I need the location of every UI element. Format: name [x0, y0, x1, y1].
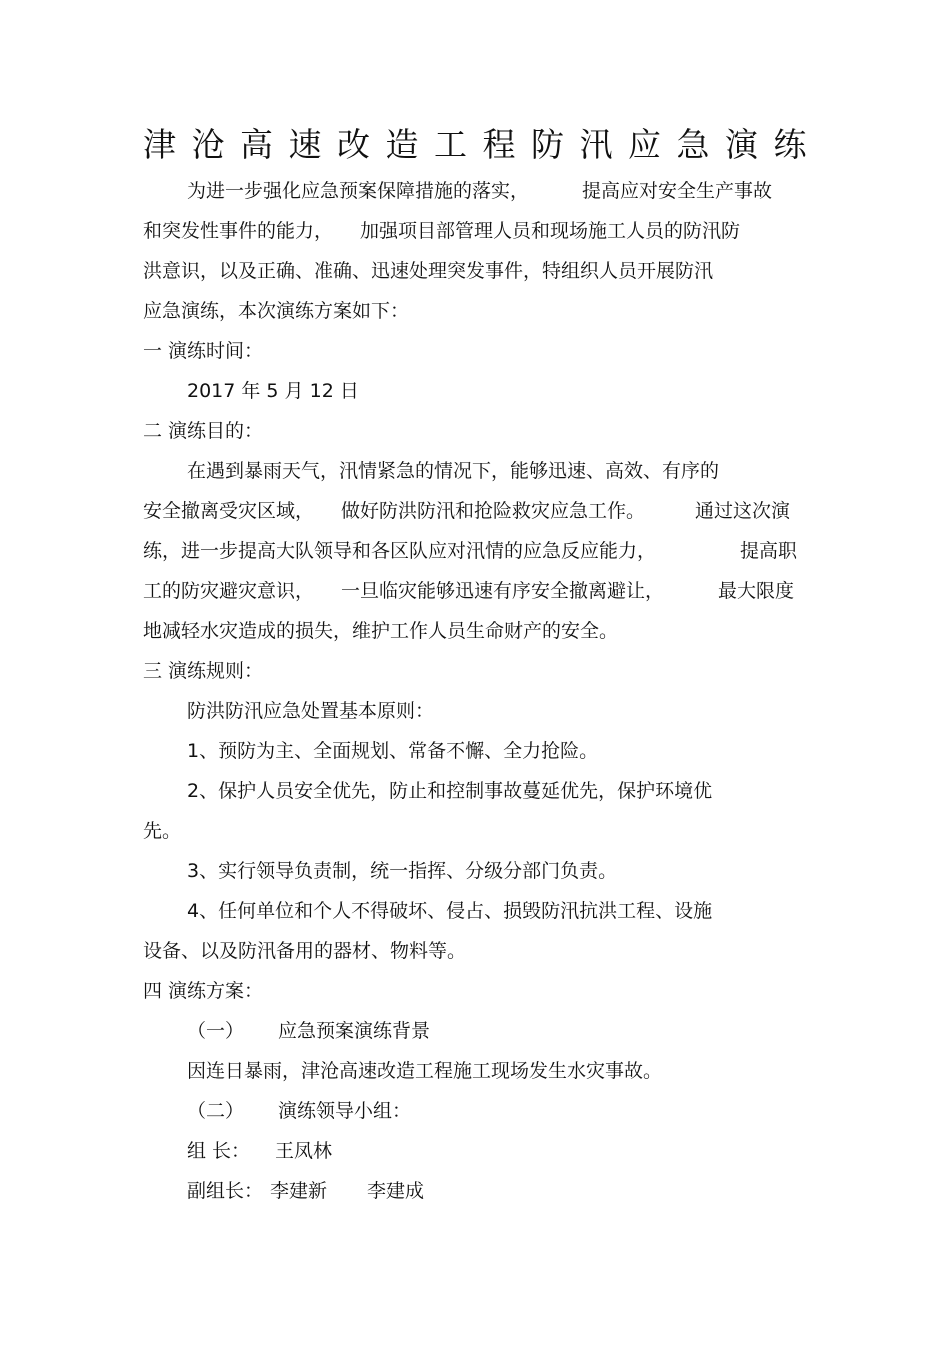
subsection-2-title: 演练领导小组： [278, 1100, 412, 1122]
intro-line-2b: 加强项目部管理人员和现场施工人员的防汛防 [360, 220, 741, 242]
principle-heading: 防洪防汛应急处置基本原则： [187, 700, 435, 722]
subsection-1-title: 应急预案演练背景 [278, 1020, 431, 1042]
intro-line-2a: 和突发性事件的能力， [143, 220, 334, 242]
purpose-line-4c: 最大限度 [718, 580, 795, 602]
deputy-label: 副组长： [187, 1180, 264, 1202]
purpose-line-2b: 做好防洪防汛和抢险救灾应急工作。 [341, 500, 646, 522]
rule-2a: 2、保护人员安全优先，防止和控制事故蔓延优先，保护环境优 [187, 780, 713, 802]
purpose-line-5: 地减轻水灾造成的损失，维护工作人员生命财产的安全。 [143, 620, 619, 642]
purpose-line-4b: 一旦临灾能够迅速有序安全撤离避让， [341, 580, 665, 602]
rule-4a: 4、任何单位和个人不得破坏、侵占、损毁防汛抗洪工程、设施 [187, 900, 713, 922]
intro-line-1b: 提高应对安全生产事故 [582, 180, 773, 202]
purpose-line-4a: 工的防灾避灾意识， [143, 580, 315, 602]
purpose-line-3a: 练，进一步提高大队领导和各区队应对汛情的应急反应能力， [143, 540, 657, 562]
leader-label: 组 长： [187, 1140, 251, 1162]
section-2-heading: 二 演练目的： [143, 420, 264, 442]
subsection-1-number: （一） [187, 1020, 245, 1042]
drill-date: 2017 年 5 月 12 日 [187, 380, 359, 402]
document-title: 津沧高速改造工程防汛应急演练 [143, 125, 822, 164]
drill-background: 因连日暴雨，津沧高速改造工程施工现场发生水灾事故。 [187, 1060, 663, 1082]
section-3-heading: 三 演练规则： [143, 660, 264, 682]
purpose-line-1: 在遇到暴雨天气，汛情紧急的情况下，能够迅速、高效、有序的 [187, 460, 720, 482]
purpose-line-2c: 通过这次演 [695, 500, 791, 522]
purpose-line-2a: 安全撤离受灾区域， [143, 500, 315, 522]
deputy-name-1: 李建新 [270, 1180, 328, 1202]
rule-3: 3、实行领导负责制，统一指挥、分级分部门负责。 [187, 860, 618, 882]
subsection-2-number: （二） [187, 1100, 245, 1122]
section-4-heading: 四 演练方案： [143, 980, 264, 1002]
leader-name: 王凤林 [275, 1140, 333, 1162]
intro-line-3: 洪意识，以及正确、准确、迅速处理突发事件，特组织人员开展防汛 [143, 260, 714, 282]
rule-4b: 设备、以及防汛备用的器材、物料等。 [143, 940, 467, 962]
intro-line-4: 应急演练，本次演练方案如下： [143, 300, 410, 322]
deputy-name-2: 李建成 [367, 1180, 425, 1202]
rule-1: 1、预防为主、全面规划、常备不懈、全力抢险。 [187, 740, 599, 762]
section-1-heading: 一 演练时间： [143, 340, 264, 362]
intro-line-1a: 为进一步强化应急预案保障措施的落实， [187, 180, 530, 202]
rule-2b: 先。 [143, 820, 182, 842]
purpose-line-3b: 提高职 [740, 540, 798, 562]
